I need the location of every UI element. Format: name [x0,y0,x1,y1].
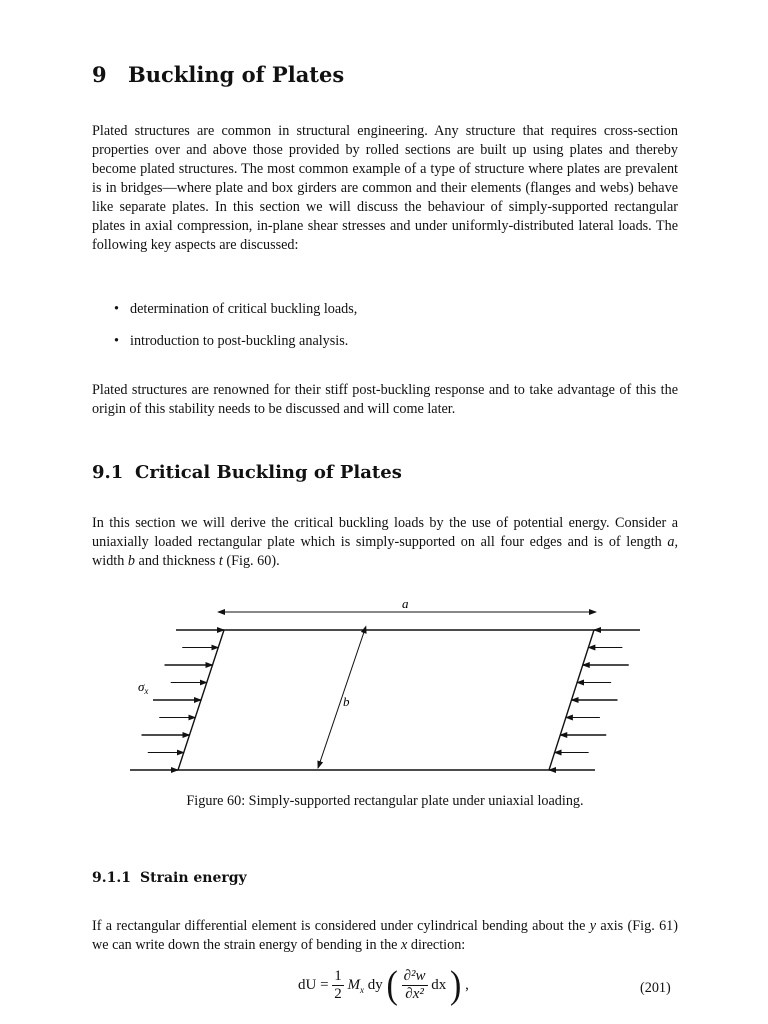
bullet-icon: • [114,333,119,349]
subsection-number: 9.1 [92,462,124,483]
derivative-fraction: $\frac{\text{∂²w}}{\text{∂x²}}$ [403,968,426,1002]
strain-energy-paragraph: If a rectangular differential element is considered under cylindrical bending about the y axis (Fig. 61) we can write down the strain energy of bending in the x direction: [92,918,678,953]
subsection-heading [92,462,402,483]
subsubsection-number: 9.1.1 [92,870,131,886]
var-y: y [589,918,597,934]
list-item: • determination of critical buckling loads, [114,301,358,317]
subsubsection-heading [92,870,247,886]
post-buckling-paragraph: Plated structures are renowned for their stiff post-buckling response and to take advantage of this the origin of this stability needs to be discussed and will come later. [92,382,678,417]
equation-number: (201) [640,980,671,996]
moment-symbol: $M_x$ [347,977,365,995]
var-b: b [127,553,135,569]
var-x: x [401,937,408,953]
subsection-title: Critical Buckling of Plates [135,462,402,483]
label-a: a [402,596,409,611]
half-fraction: $\frac{1}{2}$ [334,968,342,1002]
label-b: b [343,694,350,709]
right-load-arrows [549,630,640,770]
subsubsection-title: Strain energy [140,870,247,886]
equation-trail: , [465,977,469,993]
equation-lhs: dU = [298,977,329,993]
bullet-icon: • [114,301,119,317]
var-t: t [218,553,223,569]
section-number: 9 [92,62,107,87]
figure-caption: Figure 60: Simply-supported rectangular plate under uniaxial loading. [186,793,584,809]
left-load-arrows [130,630,224,770]
section-title: Buckling of Plates [128,62,345,87]
right-paren: ) [450,963,462,1007]
dx-term: dx [431,977,447,993]
label-sigma: $\sigma_x$ [138,679,149,696]
var-a: a [667,534,675,550]
section-heading [92,62,344,87]
plate-figure [0,592,768,784]
key-aspects-list [114,300,357,351]
critical-buckling-paragraph: In this section we will derive the critical buckling loads by the use of potential energy. Consider a uniaxially loaded rectangular plate which is simply-supported on all four edges and is of length a, width b and thickness t (Fig. 60). [92,515,678,569]
plate-outline [178,630,594,770]
list-item: • introduction to post-buckling analysis. [114,333,349,349]
left-paren: ( [386,963,398,1007]
equation-201 [298,963,469,1020]
dy-term: dy [367,977,383,993]
intro-paragraph: Plated structures are common in structural engineering. Any structure that requires cross-section properties over and above those provided by rolled sections are built up using plates and thereby become plated structures. The most common example of a type of structure where plates are prevalent is in bridges—where plate and box girders are common and their elements (flanges and webs) behave like separate plates. In this section we will discuss the behaviour of simply-supported rectangular plates in axial compression, in-plane shear stresses and under uniformly-distributed lateral loads. The following key aspects are discussed: [92,123,678,253]
dimension-b-arrow [318,632,364,768]
